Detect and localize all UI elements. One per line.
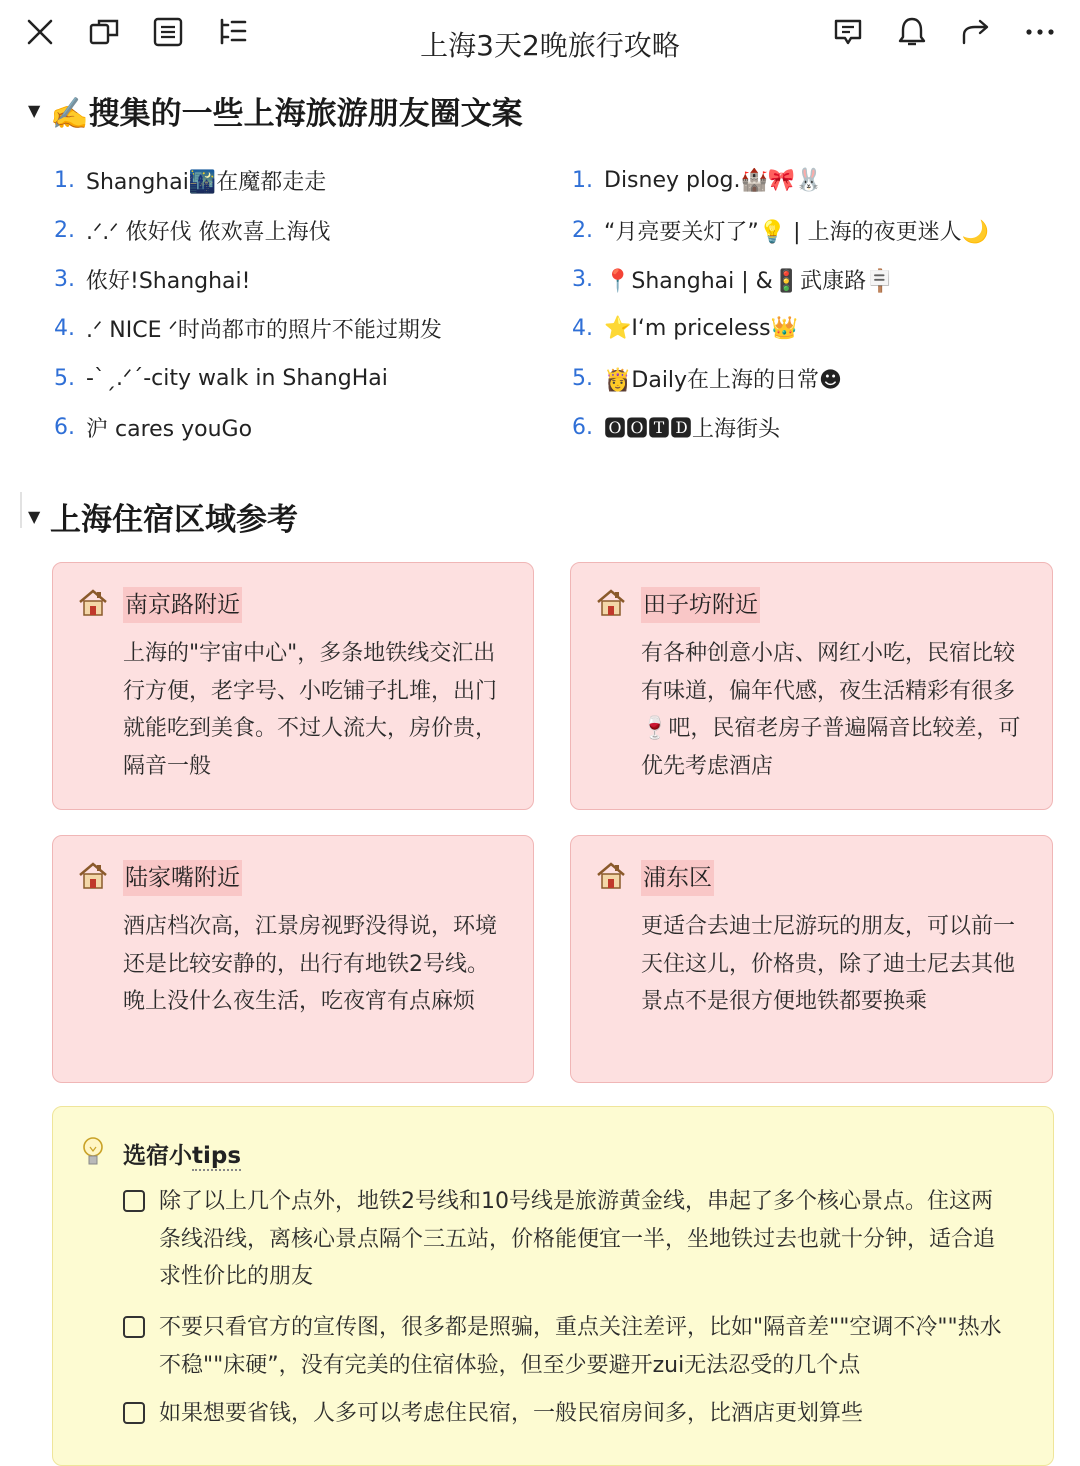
captions-list-left	[54, 156, 442, 452]
list-item-text: 侬好!Shanghai!	[86, 268, 251, 294]
list-number: 4.	[54, 316, 75, 342]
list-number: 3.	[572, 266, 593, 292]
list-item	[572, 304, 989, 353]
list-number: 6.	[572, 415, 593, 441]
list-item	[572, 156, 989, 205]
tip-text: 除了以上几个点外，地铁2号线和10号线是旅游黄金线，串起了多个核心景点。住这两条线沿线，离核心景点隔个三五站，价格能便宜一半，坐地铁过去也就十分钟，适合追求性价比的朋友	[159, 1189, 996, 1289]
list-item-text: .ᐟ NICE ᐟ时尚都市的照片不能过期发	[86, 318, 442, 344]
list-item	[54, 205, 442, 254]
card-title: 田子坊附近	[641, 587, 760, 623]
tip-item	[123, 1395, 1013, 1433]
card-body: 酒店档次高，江景房视野没得说，环境还是比较安静的，出行有地铁2号线。晚上没什么夜生活，吃夜宵有点麻烦	[123, 914, 498, 1015]
list-number: 2.	[54, 217, 75, 243]
list-item-text: -ˋˏ.ᐟ´-city walk in ShangHai	[86, 365, 388, 391]
tip-item	[123, 1309, 1013, 1384]
tip-item	[123, 1183, 1013, 1296]
tip-text: 如果想要省钱，人多可以考虑住民宿，一般民宿房间多，比酒店更划算些	[159, 1401, 864, 1426]
list-item-text: 🅾🅾🆃🅳上海街头	[604, 417, 781, 443]
section-title: ✍️搜集的一些上海旅游朋友圈文案	[50, 96, 523, 132]
list-item	[54, 403, 442, 452]
list-item-text: Disney plog.🏰🎀🐰	[604, 168, 823, 194]
list-item	[572, 205, 989, 254]
section-heading-captions[interactable]	[28, 88, 523, 133]
todo-checkbox[interactable]	[123, 1316, 145, 1338]
card-body: 有各种创意小店、网红小吃，民宿比较有味道，偏年代感，夜生活精彩有很多🍷吧，民宿老房子普遍隔音比较差，可优先考虑酒店	[641, 641, 1021, 780]
top-toolbar	[0, 0, 1080, 64]
list-item	[572, 354, 989, 403]
house-icon	[77, 860, 109, 892]
tip-text: 不要只看官方的宣传图，很多都是照骗，重点关注差评，比如"隔音差""空调不冷""热水不稳""床硬”，没有完美的住宿体验，但至少要避开zui无法忍受的几个点	[159, 1315, 1002, 1378]
area-card-nanjing-road	[52, 562, 534, 810]
list-number: 2.	[572, 217, 593, 243]
list-number: 6.	[54, 415, 75, 441]
house-icon	[595, 860, 627, 892]
area-card-pudong	[570, 835, 1053, 1083]
page-title: 上海3天2晚旅行攻略	[420, 29, 680, 62]
list-number: 1.	[572, 168, 593, 194]
list-item	[54, 304, 442, 353]
list-item-text: .ᐟ.ᐟ 侬好伐 侬欢喜上海伐	[86, 219, 331, 245]
list-item-text: 沪 cares youGo	[86, 417, 253, 443]
house-icon	[77, 587, 109, 619]
list-number: 4.	[572, 316, 593, 342]
collapse-triangle-icon[interactable]: ▼	[28, 101, 41, 120]
more-icon[interactable]	[1020, 12, 1060, 52]
card-title: 南京路附近	[123, 587, 242, 623]
section-title: 上海住宿区域参考	[50, 502, 298, 538]
tips-callout	[52, 1106, 1054, 1466]
comment-icon[interactable]	[828, 12, 868, 52]
section-heading-lodging[interactable]	[28, 494, 298, 539]
list-item	[572, 255, 989, 304]
list-item	[54, 255, 442, 304]
list-item	[54, 354, 442, 403]
card-body: 上海的"宇宙中心"，多条地铁线交汇出行方便，老字号、小吃铺子扎堆，出门就能吃到美食。不过人流大，房价贵，隔音一般	[123, 641, 498, 780]
list-item-text: Shanghai🌃在魔都走走	[86, 170, 327, 196]
list-number: 3.	[54, 266, 75, 292]
list-item	[572, 403, 989, 452]
house-icon	[595, 587, 627, 619]
card-body: 更适合去迪士尼游玩的朋友，可以前一天住这儿，价格贵，除了迪士尼去其他景点不是很方便地铁都要换乘	[641, 914, 1016, 1015]
collapse-triangle-icon[interactable]: ▼	[28, 507, 41, 526]
list-item-text: “月亮要关灯了”💡 | 上海的夜更迷人🌙	[604, 219, 989, 245]
list-number: 5.	[572, 365, 593, 391]
area-card-lujiazui	[52, 835, 534, 1083]
list-item-text: 📍Shanghai | &🚦武康路🪧	[604, 268, 894, 294]
lightbulb-icon	[81, 1135, 105, 1169]
bell-icon[interactable]	[892, 12, 932, 52]
list-item	[54, 156, 442, 205]
list-number: 1.	[54, 168, 75, 194]
list-item-text: 👸Daily在上海的日常☻	[604, 367, 842, 393]
card-title: 陆家嘴附近	[123, 860, 242, 896]
list-number: 5.	[54, 365, 75, 391]
area-card-tianzifang	[570, 562, 1053, 810]
todo-checkbox[interactable]	[123, 1190, 145, 1212]
list-item-text: ⭐I‘m priceless👑	[604, 316, 799, 342]
tips-title: 选宿小tips	[123, 1143, 242, 1169]
block-divider	[20, 492, 22, 528]
card-title: 浦东区	[641, 860, 714, 896]
todo-checkbox[interactable]	[123, 1402, 145, 1424]
share-icon[interactable]	[956, 12, 996, 52]
captions-list-right	[572, 156, 989, 452]
